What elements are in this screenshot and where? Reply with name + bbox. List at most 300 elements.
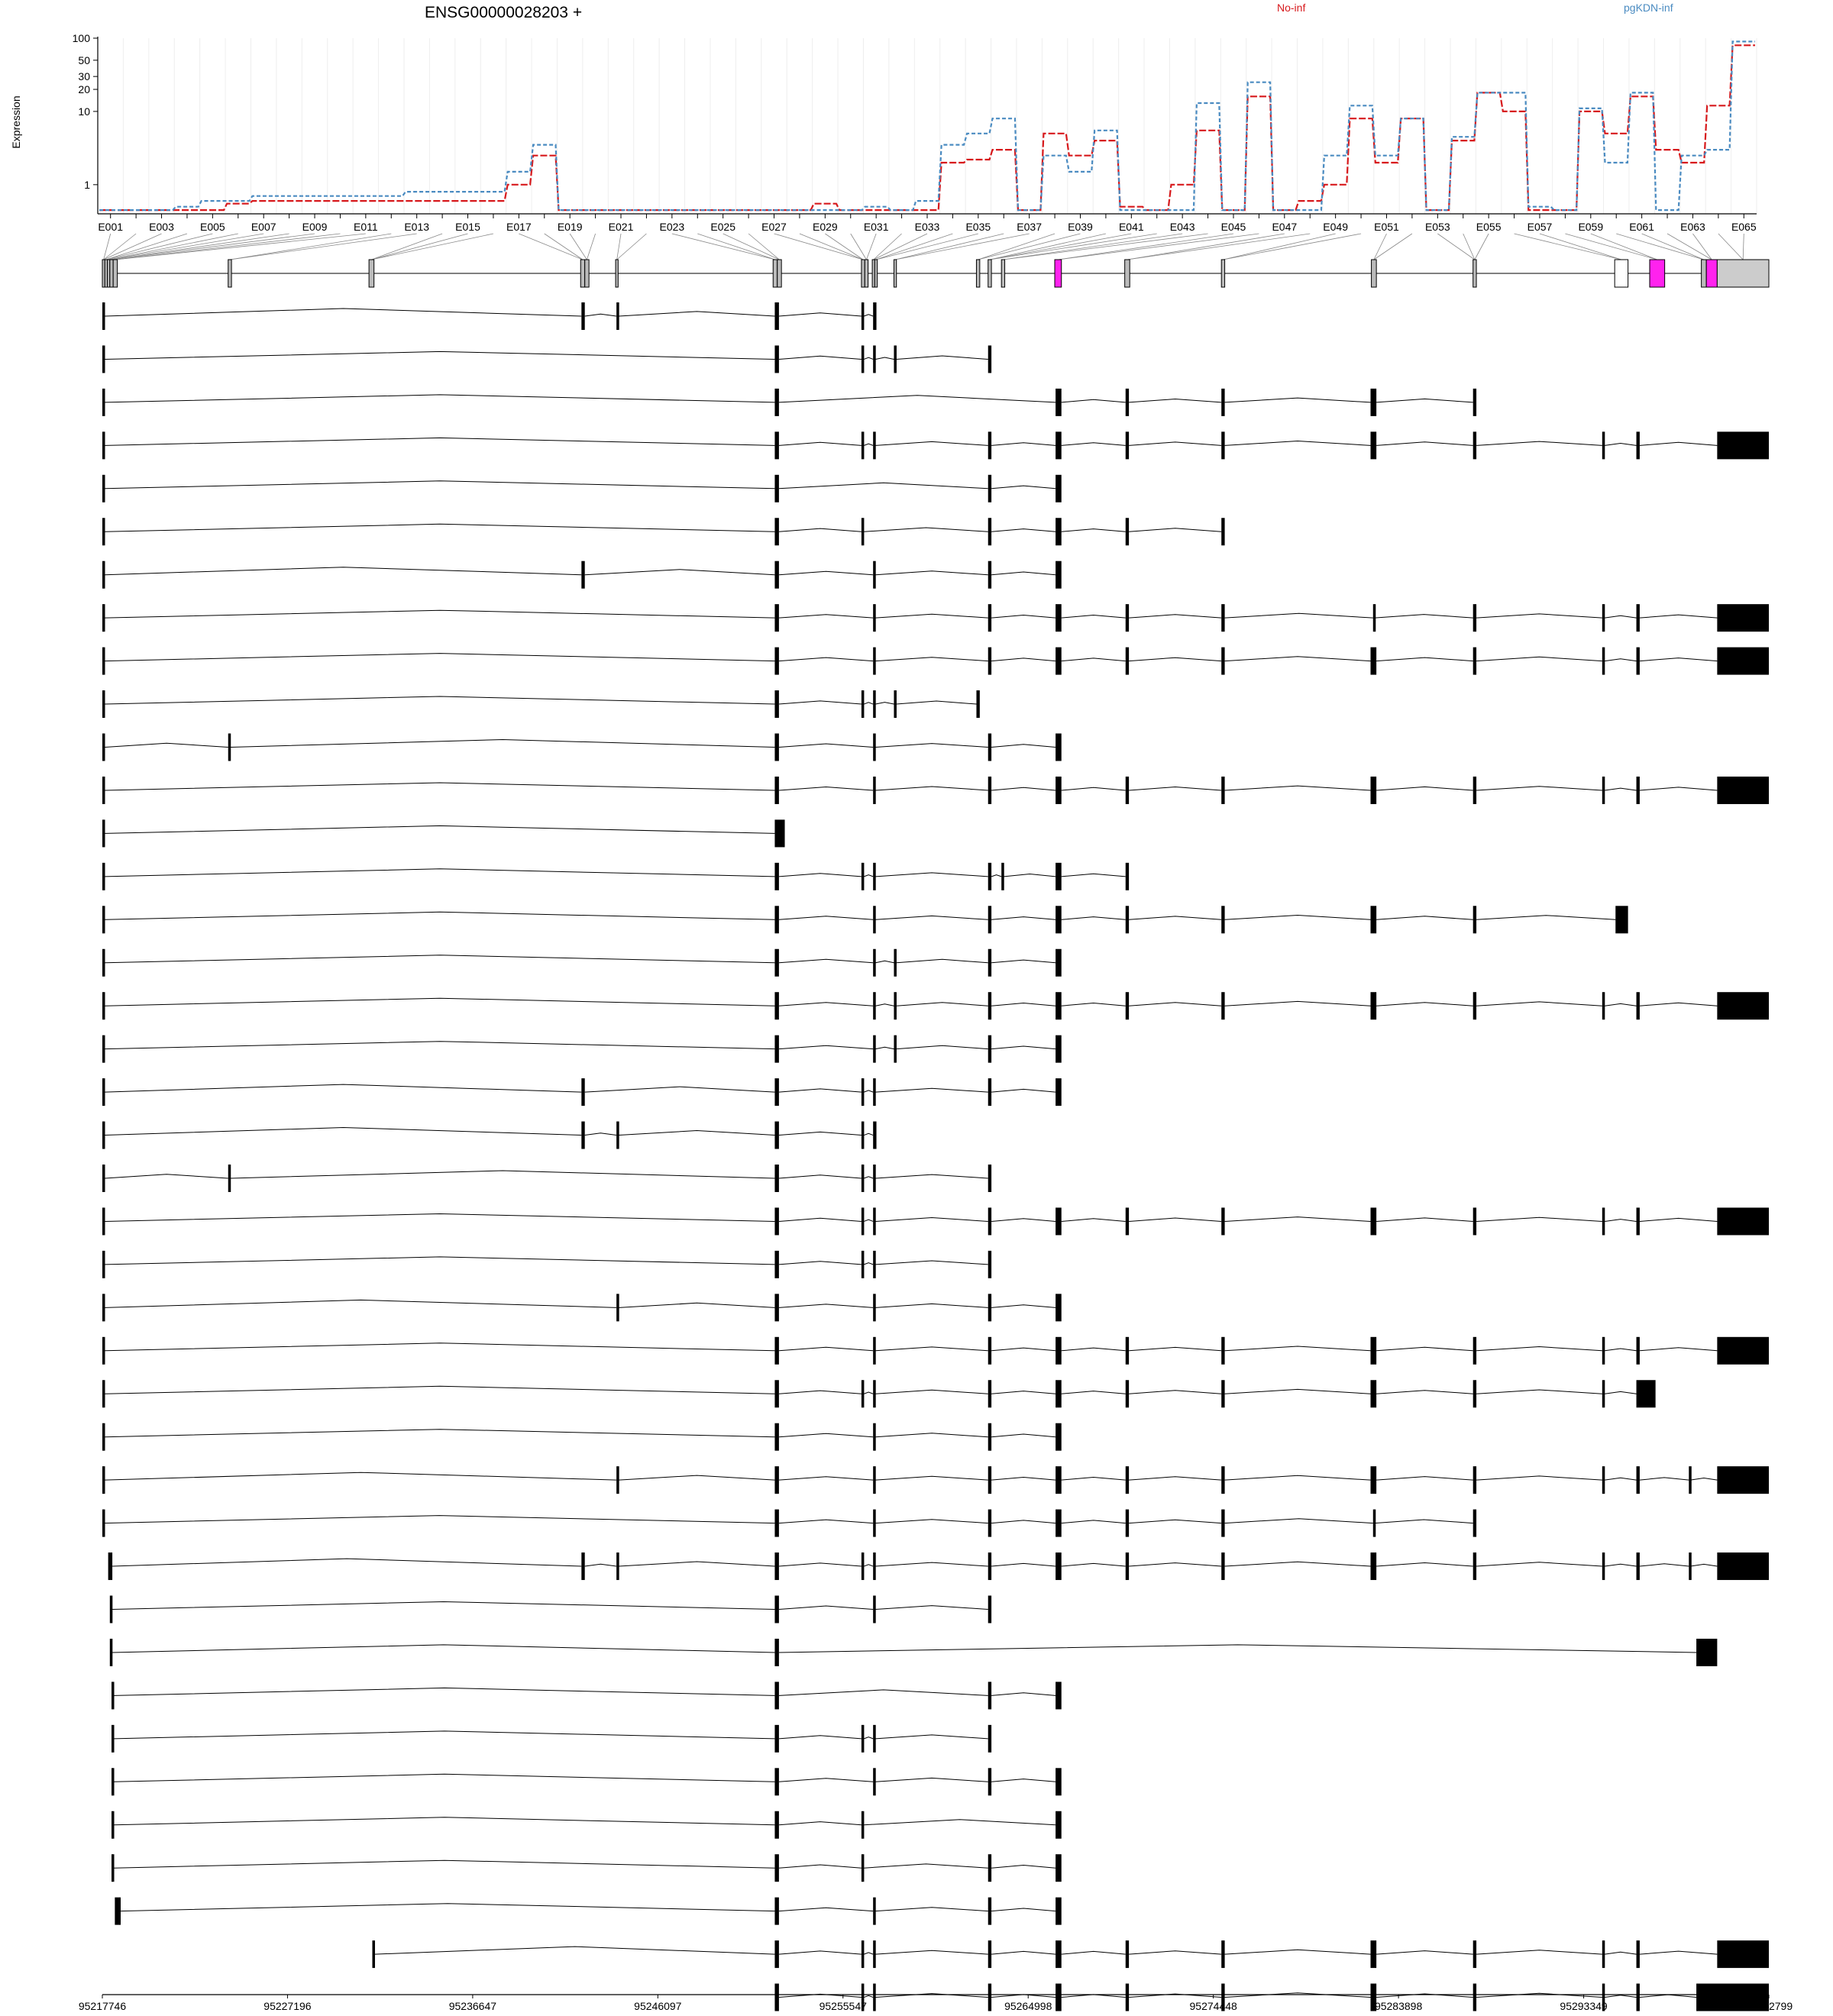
exon-block	[112, 1811, 115, 1839]
model-exon-bin	[1706, 260, 1717, 287]
intron-line	[875, 357, 894, 359]
exon-block	[988, 1725, 991, 1753]
exon-block	[102, 863, 105, 890]
intron-line	[114, 1688, 774, 1695]
exon-block	[774, 302, 778, 330]
intron-line	[875, 1261, 988, 1265]
intron-line	[1376, 1218, 1473, 1222]
exon-connector	[723, 234, 780, 260]
intron-line	[779, 528, 862, 531]
exon-block	[873, 1940, 876, 1968]
intron-line	[112, 1645, 774, 1653]
intron-line	[864, 875, 873, 877]
model-exon-bin	[1717, 260, 1769, 287]
intron-line	[991, 1089, 1056, 1092]
exon-block	[1221, 1207, 1224, 1235]
exon-block	[1602, 1207, 1605, 1235]
intron-line	[1605, 444, 1636, 446]
intron-line	[1062, 1391, 1126, 1394]
exon-block	[1637, 1984, 1640, 2011]
exon-block	[1126, 777, 1129, 804]
intron-line	[105, 825, 775, 833]
intron-line	[105, 610, 775, 618]
intron-line	[105, 1430, 775, 1437]
exon-block	[988, 1380, 991, 1407]
exon-connector	[115, 234, 341, 260]
exon-tick-label: E023	[659, 221, 685, 233]
exon-block	[988, 734, 991, 761]
exon-tick-label: E017	[506, 221, 532, 233]
exon-block	[774, 1682, 778, 1709]
exon-block	[988, 1940, 991, 1968]
exon-connector	[774, 234, 864, 260]
intron-line	[875, 1390, 988, 1394]
exon-block	[1602, 648, 1605, 675]
intron-line	[779, 615, 873, 618]
exon-block	[1056, 1552, 1062, 1580]
intron-line	[1062, 443, 1126, 446]
exon-block	[1126, 906, 1129, 933]
intron-line	[864, 1953, 873, 1954]
exon-block	[988, 1251, 991, 1278]
exon-block	[1221, 1510, 1224, 1537]
exon-block	[1126, 518, 1129, 545]
transcript-11	[102, 734, 1062, 761]
exon-block	[988, 518, 991, 545]
exon-block	[102, 949, 105, 977]
transcript-40	[774, 1984, 1769, 2011]
exon-block	[1221, 604, 1224, 632]
exon-block	[581, 302, 584, 330]
exon-connector	[1475, 234, 1489, 260]
intron-line	[585, 570, 775, 575]
intron-line	[1062, 1003, 1126, 1006]
exon-block	[1126, 1207, 1129, 1235]
intron-line	[1225, 1562, 1371, 1566]
intron-line	[779, 1045, 873, 1048]
intron-line	[1605, 1478, 1636, 1480]
intron-line	[991, 1219, 1056, 1222]
exon-block	[1001, 863, 1004, 890]
exon-block	[862, 431, 865, 459]
exon-block	[862, 690, 865, 718]
intron-line	[864, 1995, 873, 1997]
exon-block	[1473, 1940, 1476, 1968]
exon-block	[988, 1682, 991, 1709]
exon-tick-label: E037	[1017, 221, 1043, 233]
exon-block	[894, 345, 897, 373]
exon-block	[1056, 1682, 1062, 1709]
y-tick-label: 100	[72, 32, 90, 44]
intron-line	[779, 1391, 862, 1394]
exon-block	[1056, 475, 1062, 502]
exon-block	[873, 1122, 876, 1149]
intron-line	[1376, 399, 1473, 402]
intron-line	[121, 1904, 774, 1911]
exon-block	[873, 1552, 876, 1580]
exon-block	[1717, 648, 1769, 675]
exon-block	[862, 518, 865, 545]
intron-line	[897, 701, 977, 704]
exon-block	[1371, 1337, 1377, 1365]
exon-block	[102, 475, 105, 502]
exon-block	[1473, 604, 1476, 632]
exon-block	[1221, 389, 1224, 416]
y-axis-label: Expression	[10, 95, 22, 149]
intron-line	[779, 787, 873, 790]
intron-line	[875, 787, 988, 790]
intron-line	[864, 315, 873, 316]
exon-block	[873, 1596, 876, 1623]
intron-line	[779, 1690, 988, 1696]
exon-block	[1056, 863, 1062, 890]
intron-line	[1129, 1951, 1221, 1954]
intron-line	[1062, 1219, 1126, 1222]
exon-block	[102, 906, 105, 933]
intron-line	[864, 1864, 988, 1868]
intron-line	[875, 744, 988, 748]
intron-line	[585, 314, 616, 316]
exon-block	[862, 1811, 865, 1839]
exon-connector	[990, 234, 1157, 260]
intron-line	[105, 395, 775, 402]
exon-block	[102, 1466, 105, 1494]
exon-block	[862, 1165, 865, 1192]
intron-line	[1129, 1218, 1221, 1221]
exon-connector	[866, 234, 876, 260]
intron-line	[619, 1303, 774, 1307]
transcript-22	[102, 1207, 1769, 1235]
exon-block	[1637, 431, 1640, 459]
intron-line	[1062, 1478, 1126, 1481]
intron-line	[105, 567, 582, 575]
exon-block	[1056, 1984, 1062, 2011]
exon-block	[774, 1207, 778, 1235]
intron-line	[779, 1218, 862, 1221]
exon-block	[1717, 1552, 1769, 1580]
genomic-tick-label: 95255547	[819, 2000, 867, 2012]
exon-connector	[230, 234, 391, 260]
exon-block	[1602, 1940, 1605, 1968]
exon-block	[1717, 431, 1769, 459]
intron-line	[991, 787, 1056, 790]
intron-line	[1129, 1391, 1221, 1394]
exon-block	[873, 1078, 876, 1106]
intron-line	[864, 1820, 1056, 1825]
intron-line	[875, 571, 988, 575]
intron-line	[779, 1347, 873, 1351]
exon-block	[873, 1984, 876, 2011]
exon-block	[988, 1596, 991, 1623]
transcript-1	[102, 302, 877, 330]
exon-connector	[1374, 234, 1412, 260]
exon-block	[1126, 1380, 1129, 1407]
intron-line	[619, 312, 774, 316]
exon-connector	[1667, 234, 1712, 260]
exon-block	[774, 475, 778, 502]
exon-block	[774, 1294, 778, 1321]
model-exon-bin	[777, 260, 781, 287]
exon-block	[988, 1854, 991, 1882]
exon-block	[102, 1078, 105, 1106]
exon-block	[616, 1294, 619, 1321]
intron-line	[875, 1520, 988, 1523]
transcript-12	[102, 777, 1769, 804]
exon-block	[988, 1984, 991, 2011]
exon-tick-label: E035	[965, 221, 991, 233]
intron-line	[991, 1563, 1056, 1566]
exon-block	[1373, 604, 1376, 632]
transcript-2	[102, 345, 991, 373]
intron-line	[991, 1520, 1056, 1523]
intron-line	[105, 783, 775, 790]
exon-block	[102, 648, 105, 675]
exon-block	[873, 1510, 876, 1537]
exon-block	[1056, 1811, 1062, 1839]
exon-block	[873, 1380, 876, 1407]
exon-connector	[587, 234, 595, 260]
intron-line	[1640, 442, 1718, 445]
intron-line	[1225, 786, 1371, 790]
exon-connector	[874, 234, 927, 260]
intron-line	[1062, 658, 1126, 661]
intron-line	[1476, 1476, 1602, 1480]
transcript-23	[102, 1251, 991, 1278]
exon-block	[102, 431, 105, 459]
intron-line	[875, 703, 894, 704]
exon-block	[1689, 1466, 1692, 1494]
intron-line	[105, 1257, 775, 1265]
intron-line	[585, 1133, 616, 1136]
intron-line	[991, 1908, 1056, 1911]
exon-block	[1371, 1380, 1377, 1407]
exon-block	[1615, 906, 1628, 933]
transcript-14	[102, 863, 1129, 890]
intron-line	[114, 1774, 774, 1782]
exon-block	[774, 1854, 778, 1882]
y-tick-label: 50	[78, 53, 90, 66]
exon-block	[102, 1294, 105, 1321]
transcript-24	[102, 1294, 1062, 1321]
intron-line	[1640, 787, 1718, 790]
intron-line	[105, 1084, 582, 1092]
exon-block	[1056, 1940, 1062, 1968]
exon-block	[873, 690, 876, 718]
genomic-tick-label: 95217746	[78, 2000, 127, 2012]
intron-line	[864, 1133, 873, 1135]
exon-block	[873, 992, 876, 1019]
intron-line	[1640, 1951, 1718, 1954]
exon-block	[1473, 389, 1476, 416]
exon-block	[774, 992, 778, 1019]
exon-block	[1221, 1337, 1224, 1365]
exon-tick-label: E021	[608, 221, 634, 233]
exon-block	[1126, 992, 1129, 1019]
exon-block	[873, 1466, 876, 1494]
exon-tick-label: E007	[251, 221, 276, 233]
transcript-27	[102, 1423, 1062, 1451]
y-tick-label: 1	[84, 178, 90, 191]
intron-line	[1605, 1391, 1636, 1394]
exon-block	[988, 1207, 991, 1235]
exon-block	[774, 1898, 778, 1925]
intron-line	[105, 696, 775, 704]
intron-line	[875, 1174, 988, 1178]
plot-area	[73, 32, 1757, 233]
intron-line	[779, 1477, 873, 1480]
exon-block	[873, 604, 876, 632]
intron-line	[779, 1563, 862, 1566]
exon-tick-label: E029	[812, 221, 838, 233]
exon-connector	[617, 234, 621, 260]
intron-line	[112, 1559, 581, 1566]
transcript-3	[102, 389, 1476, 416]
exon-block	[102, 389, 105, 416]
intron-line	[875, 1047, 894, 1048]
model-exon-bin	[228, 260, 231, 287]
intron-line	[1640, 1478, 1689, 1480]
genomic-x-axis	[79, 1995, 1793, 2012]
intron-line	[875, 1994, 988, 1998]
transcripts	[102, 302, 1769, 2011]
exon-block	[115, 1898, 121, 1925]
intron-line	[864, 1090, 873, 1092]
transcript-39	[372, 1940, 1769, 1968]
intron-line	[114, 1860, 774, 1868]
intron-line	[1605, 1003, 1636, 1006]
exon-block	[1221, 777, 1224, 804]
exon-block	[774, 1251, 778, 1278]
transcript-29	[102, 1510, 1476, 1537]
transcript-26	[102, 1380, 1656, 1407]
intron-line	[1129, 1347, 1221, 1350]
exon-block	[112, 1854, 115, 1882]
model-exon-bin	[1001, 260, 1004, 287]
exon-tick-label: E019	[557, 221, 583, 233]
intron-line	[1605, 1952, 1636, 1954]
transcript-6	[102, 518, 1225, 545]
model-exon-bin	[1473, 260, 1476, 287]
exon-block	[102, 777, 105, 804]
exon-block	[774, 1811, 778, 1839]
exon-block	[110, 1639, 113, 1666]
transcript-21	[102, 1165, 991, 1192]
transcript-9	[102, 648, 1769, 675]
exon-block	[1126, 1552, 1129, 1580]
intron-line	[864, 1392, 873, 1394]
model-exon-bin	[585, 260, 589, 287]
exon-block	[873, 949, 876, 977]
genomic-tick-label: 95293349	[1560, 2000, 1608, 2012]
exon-block	[1717, 777, 1769, 804]
exon-block	[228, 734, 231, 761]
exon-block	[1221, 1380, 1224, 1407]
intron-line	[779, 1951, 862, 1954]
exon-block	[774, 1035, 778, 1063]
y-tick-label: 20	[78, 83, 90, 96]
exon-block	[1371, 431, 1377, 459]
exon-block	[102, 518, 105, 545]
intron-line	[864, 1263, 873, 1265]
intron-line	[619, 1131, 774, 1136]
exon-block	[1126, 1940, 1129, 1968]
exon-block	[1717, 1466, 1769, 1494]
intron-line	[991, 1779, 1056, 1782]
intron-line	[1062, 529, 1126, 532]
exon-block	[581, 1078, 584, 1106]
genomic-tick-label: 95236647	[448, 2000, 497, 2012]
exon-block	[862, 1940, 865, 1968]
exon-block	[873, 1768, 876, 1795]
y-tick-label: 30	[78, 70, 90, 83]
exon-block	[102, 819, 105, 847]
exon-block	[988, 992, 991, 1019]
intron-line	[779, 916, 873, 920]
model-exon-bin	[1125, 260, 1130, 287]
series-line-1	[99, 45, 1755, 210]
intron-line	[991, 1046, 1056, 1049]
intron-line	[779, 1132, 862, 1135]
intron-line	[1225, 441, 1371, 446]
exon-block	[581, 561, 584, 589]
intron-line	[1225, 398, 1371, 402]
exon-block	[1056, 1768, 1062, 1795]
exon-block	[112, 1682, 115, 1709]
intron-line	[105, 1214, 775, 1222]
exon-block	[1473, 992, 1476, 1019]
chart-title: ENSG00000028203 +	[425, 4, 583, 21]
intron-line	[875, 1304, 988, 1307]
intron-line	[779, 483, 988, 489]
exon-tick-label: E059	[1578, 221, 1604, 233]
exon-block	[1371, 906, 1377, 933]
exon-block	[873, 734, 876, 761]
intron-line	[1062, 399, 1126, 402]
exon-block	[774, 1984, 778, 2011]
intron-line	[1225, 657, 1371, 661]
exon-block	[1717, 604, 1769, 632]
exon-block	[862, 302, 865, 330]
intron-line	[1062, 917, 1126, 920]
intron-line	[864, 1177, 873, 1178]
exon-tick-label: E051	[1374, 221, 1399, 233]
intron-line	[779, 1736, 862, 1739]
transcript-30	[108, 1552, 1769, 1580]
intron-line	[897, 1045, 988, 1048]
exon-block	[988, 1035, 991, 1063]
exon-block	[988, 1466, 991, 1494]
intron-line	[991, 443, 1056, 446]
transcript-8	[102, 604, 1769, 632]
intron-line	[1476, 1217, 1602, 1221]
model-exon-bin	[1615, 260, 1628, 287]
exon-block	[1473, 1510, 1476, 1537]
intron-line	[875, 657, 988, 661]
genomic-tick-label: 95283898	[1374, 2000, 1423, 2012]
model-exon-bin	[773, 260, 777, 287]
exon-block	[873, 1423, 876, 1451]
exon-block	[774, 819, 784, 847]
transcript-18	[102, 1035, 1062, 1063]
exon-block	[1473, 1466, 1476, 1494]
exon-block	[774, 1380, 778, 1407]
exon-block	[581, 1552, 584, 1580]
intron-line	[1225, 1475, 1371, 1480]
intron-line	[1476, 657, 1602, 661]
intron-line	[875, 1476, 988, 1480]
exon-block	[102, 302, 105, 330]
intron-line	[105, 1472, 617, 1480]
